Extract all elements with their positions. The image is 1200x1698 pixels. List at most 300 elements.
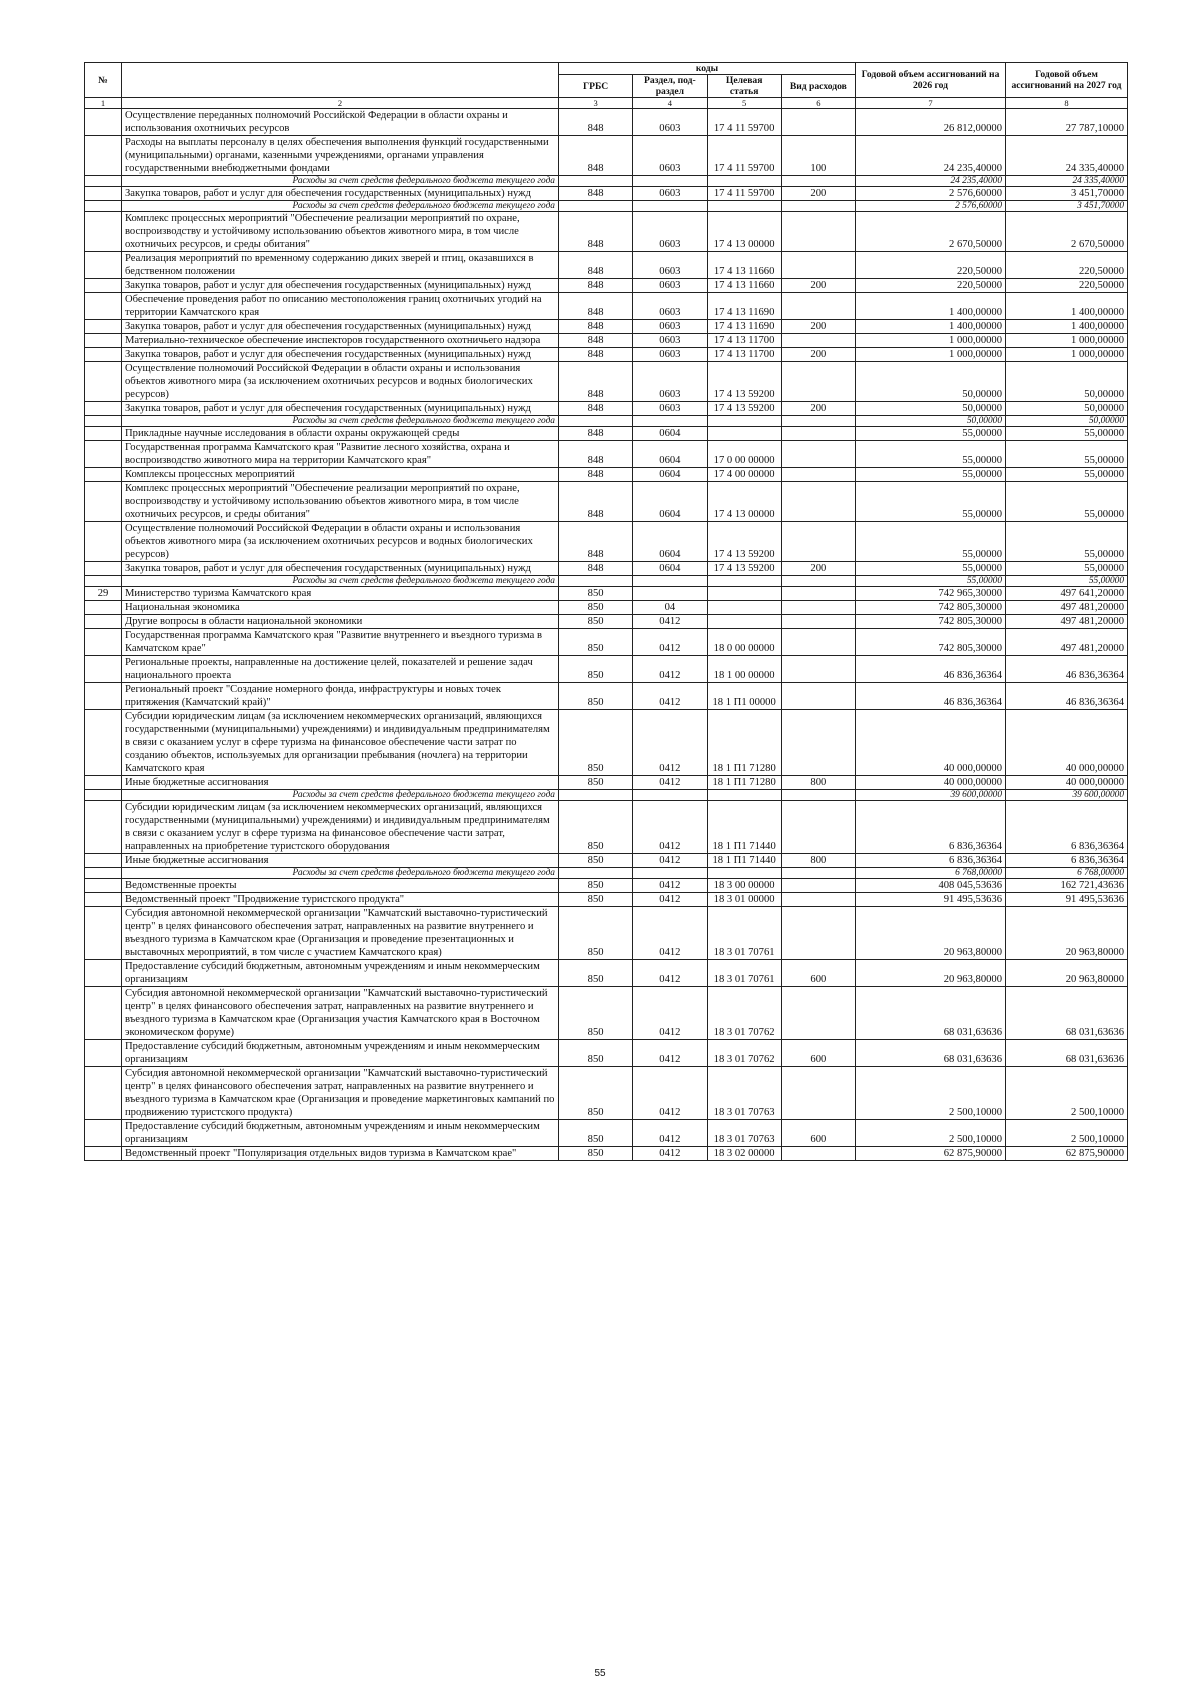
row-exp-type: [781, 334, 855, 348]
row-name: Закупка товаров, работ и услуг для обеспечения государственных (муниципальных) нужд: [122, 348, 559, 362]
federal-funds-row: [85, 176, 1128, 187]
row-target: 18 3 01 70763: [707, 1067, 781, 1120]
table-row: [85, 293, 1128, 320]
row-name: Другие вопросы в области национальной экономики: [122, 615, 559, 629]
row-section: 0603: [633, 212, 707, 252]
table-row: [85, 1067, 1128, 1120]
row-year1: 55,00000: [856, 576, 1006, 587]
row-name: Субсидия автономной некоммерческой организации "Камчатский выставочно-туристический центр" в целях финансового обеспечения затрат, направленных на развитие внутреннего и въездного туризма в Камчатском крае (Организация и проведение маркетинговых кампаний по продвижению туристского продукта): [122, 1067, 559, 1120]
row-number: [85, 656, 122, 683]
row-name: Ведомственные проекты: [122, 879, 559, 893]
row-section: [633, 416, 707, 427]
row-year1: 50,00000: [856, 416, 1006, 427]
row-grbs: 848: [559, 109, 633, 136]
row-exp-type: [781, 176, 855, 187]
row-exp-type: [781, 482, 855, 522]
row-exp-type: [781, 868, 855, 879]
row-section: 0604: [633, 482, 707, 522]
row-section: 0604: [633, 562, 707, 576]
row-year2: 50,00000: [1006, 362, 1128, 402]
table-row: [85, 441, 1128, 468]
row-section: 0604: [633, 522, 707, 562]
row-grbs: 848: [559, 402, 633, 416]
row-number: [85, 629, 122, 656]
row-target: [707, 416, 781, 427]
row-year1: 2 500,10000: [856, 1067, 1006, 1120]
header-year1: Годовой объем ассигнований на 2026 год: [856, 63, 1006, 98]
row-number: [85, 1147, 122, 1161]
row-year1: 2 500,10000: [856, 1120, 1006, 1147]
row-target: 17 4 13 11700: [707, 334, 781, 348]
row-name: Закупка товаров, работ и услуг для обеспечения государственных (муниципальных) нужд: [122, 562, 559, 576]
row-grbs: 850: [559, 1067, 633, 1120]
row-exp-type: 200: [781, 562, 855, 576]
table-row: [85, 522, 1128, 562]
row-number: [85, 109, 122, 136]
row-grbs: 848: [559, 187, 633, 201]
row-year1: 62 875,90000: [856, 1147, 1006, 1161]
row-year1: 742 805,30000: [856, 615, 1006, 629]
row-exp-type: [781, 683, 855, 710]
row-number: [85, 879, 122, 893]
row-grbs: 850: [559, 854, 633, 868]
col-index: 7: [856, 98, 1006, 109]
row-number: [85, 776, 122, 790]
row-target: 18 3 01 70762: [707, 987, 781, 1040]
row-year2: 2 500,10000: [1006, 1120, 1128, 1147]
row-year1: 68 031,63636: [856, 1040, 1006, 1067]
row-name: Расходы за счет средств федерального бюджета текущего года: [122, 576, 559, 587]
header-year2: Годовой объем ассигнований на 2027 год: [1006, 63, 1128, 98]
row-year2: 55,00000: [1006, 576, 1128, 587]
row-exp-type: [781, 801, 855, 854]
row-year2: 497 481,20000: [1006, 615, 1128, 629]
row-grbs: 850: [559, 1147, 633, 1161]
budget-rows: [85, 109, 1128, 1161]
row-year1: 742 965,30000: [856, 587, 1006, 601]
row-section: 0603: [633, 362, 707, 402]
row-name: Региональный проект "Создание номерного фонда, инфраструктуры и новых точек притяжения (Камчатский край)": [122, 683, 559, 710]
row-target: 18 3 01 70763: [707, 1120, 781, 1147]
table-row: [85, 893, 1128, 907]
row-target: [707, 615, 781, 629]
table-row: [85, 587, 1128, 601]
table-row: [85, 683, 1128, 710]
row-grbs: 850: [559, 683, 633, 710]
row-name: Закупка товаров, работ и услуг для обеспечения государственных (муниципальных) нужд: [122, 279, 559, 293]
row-name: Иные бюджетные ассигнования: [122, 776, 559, 790]
row-year1: 91 495,53636: [856, 893, 1006, 907]
row-year2: 46 836,36364: [1006, 656, 1128, 683]
row-year2: 1 400,00000: [1006, 293, 1128, 320]
row-target: 18 1 П1 71280: [707, 776, 781, 790]
row-section: 0604: [633, 468, 707, 482]
row-year2: 497 481,20000: [1006, 601, 1128, 615]
federal-funds-row: [85, 416, 1128, 427]
table-row: [85, 1147, 1128, 1161]
row-grbs: 850: [559, 801, 633, 854]
row-year1: 2 576,60000: [856, 187, 1006, 201]
row-year2: 497 481,20000: [1006, 629, 1128, 656]
row-name: Осуществление полномочий Российской Федерации в области охраны и использования объектов животного мира (за исключением охотничьих ресурсов и водных биологических ресурсов): [122, 522, 559, 562]
row-exp-type: 200: [781, 279, 855, 293]
row-year1: 742 805,30000: [856, 601, 1006, 615]
row-target: 17 4 13 59200: [707, 562, 781, 576]
row-grbs: 848: [559, 427, 633, 441]
row-name: Расходы за счет средств федерального бюджета текущего года: [122, 176, 559, 187]
row-exp-type: [781, 522, 855, 562]
row-name: Министерство туризма Камчатского края: [122, 587, 559, 601]
row-exp-type: [781, 879, 855, 893]
header-exp-type: Вид расходов: [781, 75, 855, 98]
row-year2: 1 000,00000: [1006, 348, 1128, 362]
row-section: 0412: [633, 854, 707, 868]
row-name: Региональные проекты, направленные на достижение целей, показателей и решение задач национального проекта: [122, 656, 559, 683]
row-grbs: 848: [559, 334, 633, 348]
page-number: 55: [594, 1668, 606, 1679]
row-name: Государственная программа Камчатского края "Развитие лесного хозяйства, охрана и воспроизводство животного мира на территории Камчатского края": [122, 441, 559, 468]
row-number: [85, 187, 122, 201]
row-year1: 1 000,00000: [856, 348, 1006, 362]
row-grbs: 850: [559, 1120, 633, 1147]
row-grbs: 848: [559, 468, 633, 482]
row-exp-type: 200: [781, 348, 855, 362]
row-year2: 1 400,00000: [1006, 320, 1128, 334]
row-year1: 6 836,36364: [856, 854, 1006, 868]
row-year1: 6 768,00000: [856, 868, 1006, 879]
table-row: [85, 362, 1128, 402]
row-grbs: 850: [559, 615, 633, 629]
row-name: Расходы за счет средств федерального бюджета текущего года: [122, 201, 559, 212]
row-year2: 20 963,80000: [1006, 907, 1128, 960]
row-target: 18 3 01 70761: [707, 960, 781, 987]
table-row: [85, 854, 1128, 868]
row-year1: 1 400,00000: [856, 320, 1006, 334]
row-name: Предоставление субсидий бюджетным, автономным учреждениям и иным некоммерческим организациям: [122, 1120, 559, 1147]
row-year2: 46 836,36364: [1006, 683, 1128, 710]
col-index: 1: [85, 98, 122, 109]
row-grbs: 850: [559, 879, 633, 893]
row-grbs: [559, 176, 633, 187]
row-section: [633, 790, 707, 801]
row-section: 0604: [633, 427, 707, 441]
row-grbs: 848: [559, 362, 633, 402]
row-number: [85, 576, 122, 587]
row-section: 0603: [633, 252, 707, 279]
row-exp-type: 600: [781, 1040, 855, 1067]
row-year2: 6 836,36364: [1006, 801, 1128, 854]
row-year1: 50,00000: [856, 362, 1006, 402]
row-target: 18 3 02 00000: [707, 1147, 781, 1161]
row-grbs: 850: [559, 960, 633, 987]
row-name: Прикладные научные исследования в области охраны окружающей среды: [122, 427, 559, 441]
row-year2: 40 000,00000: [1006, 710, 1128, 776]
row-grbs: [559, 416, 633, 427]
col-index: 8: [1006, 98, 1128, 109]
row-number: [85, 854, 122, 868]
row-grbs: 850: [559, 587, 633, 601]
col-index: 2: [122, 98, 559, 109]
row-year1: 20 963,80000: [856, 960, 1006, 987]
table-row: [85, 1040, 1128, 1067]
row-target: 18 1 П1 71280: [707, 710, 781, 776]
row-section: 0603: [633, 109, 707, 136]
row-section: 0412: [633, 710, 707, 776]
row-year1: 55,00000: [856, 522, 1006, 562]
table-row: [85, 562, 1128, 576]
row-year1: 55,00000: [856, 427, 1006, 441]
row-section: 0412: [633, 1040, 707, 1067]
row-year1: 220,50000: [856, 252, 1006, 279]
row-number: [85, 334, 122, 348]
row-year2: 497 641,20000: [1006, 587, 1128, 601]
row-exp-type: [781, 629, 855, 656]
row-target: 18 3 01 70761: [707, 907, 781, 960]
row-name: Материально-техническое обеспечение инспекторов государственного охотничьего надзора: [122, 334, 559, 348]
row-target: [707, 587, 781, 601]
federal-funds-row: [85, 201, 1128, 212]
row-target: [707, 176, 781, 187]
row-target: 17 0 00 00000: [707, 441, 781, 468]
row-number: [85, 801, 122, 854]
row-year1: 55,00000: [856, 441, 1006, 468]
row-section: 0412: [633, 656, 707, 683]
row-grbs: 850: [559, 1040, 633, 1067]
row-name: Расходы за счет средств федерального бюджета текущего года: [122, 416, 559, 427]
row-year2: 55,00000: [1006, 427, 1128, 441]
row-year2: 2 500,10000: [1006, 1067, 1128, 1120]
row-number: [85, 482, 122, 522]
header-target: Целевая статья: [707, 75, 781, 98]
row-exp-type: 200: [781, 187, 855, 201]
row-number: [85, 402, 122, 416]
row-target: 18 3 01 00000: [707, 893, 781, 907]
row-exp-type: 800: [781, 854, 855, 868]
row-grbs: 850: [559, 601, 633, 615]
row-name: Предоставление субсидий бюджетным, автономным учреждениям и иным некоммерческим организациям: [122, 1040, 559, 1067]
row-section: [633, 868, 707, 879]
row-number: [85, 441, 122, 468]
row-exp-type: [781, 790, 855, 801]
row-year2: 1 000,00000: [1006, 334, 1128, 348]
row-number: [85, 279, 122, 293]
table-row: [85, 987, 1128, 1040]
row-number: [85, 212, 122, 252]
row-section: [633, 176, 707, 187]
row-grbs: 848: [559, 482, 633, 522]
row-year1: 2 576,60000: [856, 201, 1006, 212]
table-row: [85, 907, 1128, 960]
row-target: [707, 868, 781, 879]
table-row: [85, 320, 1128, 334]
row-year1: 39 600,00000: [856, 790, 1006, 801]
row-target: 17 4 00 00000: [707, 468, 781, 482]
row-name: Субсидии юридическим лицам (за исключением некоммерческих организаций, являющихся государственными (муниципальными) учреждениями) и индивидуальным предпринимателям в связи с оказанием услуг в сфере туризма на финансовое обеспечение части затрат по созданию объектов, используемых для организации пребывания (ночлега) на территории Камчатского края: [122, 710, 559, 776]
row-exp-type: [781, 441, 855, 468]
row-year2: 50,00000: [1006, 416, 1128, 427]
row-number: [85, 348, 122, 362]
row-year2: 6 836,36364: [1006, 854, 1128, 868]
row-name: Национальная экономика: [122, 601, 559, 615]
header-num: №: [85, 63, 122, 98]
row-year2: 27 787,10000: [1006, 109, 1128, 136]
row-grbs: [559, 790, 633, 801]
row-name: Расходы за счет средств федерального бюджета текущего года: [122, 790, 559, 801]
row-target: 17 4 11 59700: [707, 187, 781, 201]
budget-sheet: [84, 62, 1128, 1161]
row-grbs: [559, 201, 633, 212]
table-row: [85, 656, 1128, 683]
budget-table: [84, 62, 1128, 1161]
table-row: [85, 468, 1128, 482]
row-name: Субсидии юридическим лицам (за исключением некоммерческих организаций, являющихся государственными (муниципальными) учреждениями) и индивидуальным предпринимателям в связи с оказанием услуг в сфере туризма на финансовое обеспечение части затрат, направленных на приобретение туристского оборудования: [122, 801, 559, 854]
header-index-row: [85, 98, 1128, 109]
row-name: Ведомственный проект "Продвижение туристского продукта": [122, 893, 559, 907]
row-year1: 220,50000: [856, 279, 1006, 293]
row-name: Предоставление субсидий бюджетным, автономным учреждениям и иным некоммерческим организациям: [122, 960, 559, 987]
row-number: [85, 1040, 122, 1067]
row-grbs: 848: [559, 252, 633, 279]
table-row: [85, 710, 1128, 776]
row-grbs: 848: [559, 348, 633, 362]
table-row: [85, 348, 1128, 362]
row-number: [85, 522, 122, 562]
row-section: 0603: [633, 320, 707, 334]
row-section: 0412: [633, 629, 707, 656]
row-year2: 39 600,00000: [1006, 790, 1128, 801]
row-year1: 26 812,00000: [856, 109, 1006, 136]
row-year2: 62 875,90000: [1006, 1147, 1128, 1161]
table-row: [85, 776, 1128, 790]
row-section: [633, 576, 707, 587]
row-exp-type: [781, 987, 855, 1040]
row-target: 17 4 13 11660: [707, 279, 781, 293]
table-row: [85, 109, 1128, 136]
row-section: 04: [633, 601, 707, 615]
row-grbs: 850: [559, 776, 633, 790]
row-target: 18 3 01 70762: [707, 1040, 781, 1067]
row-target: 17 4 13 11700: [707, 348, 781, 362]
row-number: [85, 293, 122, 320]
federal-funds-row: [85, 868, 1128, 879]
row-year1: 1 000,00000: [856, 334, 1006, 348]
row-year1: 24 235,40000: [856, 176, 1006, 187]
row-exp-type: 100: [781, 136, 855, 176]
row-name: Субсидия автономной некоммерческой организации "Камчатский выставочно-туристический центр" в целях финансового обеспечения затрат, направленных на развитие внутреннего и въездного туризма в Камчатском крае (Организация участия Камчатского края в Восточном экономическом форуме): [122, 987, 559, 1040]
row-year2: 24 335,40000: [1006, 176, 1128, 187]
row-year1: 55,00000: [856, 562, 1006, 576]
row-exp-type: 600: [781, 960, 855, 987]
row-section: 0412: [633, 801, 707, 854]
row-grbs: 850: [559, 710, 633, 776]
row-number: [85, 907, 122, 960]
table-row: [85, 427, 1128, 441]
row-year2: 220,50000: [1006, 279, 1128, 293]
row-number: [85, 468, 122, 482]
row-number: [85, 562, 122, 576]
row-name: Закупка товаров, работ и услуг для обеспечения государственных (муниципальных) нужд: [122, 402, 559, 416]
row-target: 17 4 13 59200: [707, 402, 781, 416]
table-row: [85, 279, 1128, 293]
row-target: [707, 576, 781, 587]
row-year1: 68 031,63636: [856, 987, 1006, 1040]
row-year2: 24 335,40000: [1006, 136, 1128, 176]
row-target: 18 0 00 00000: [707, 629, 781, 656]
table-row: [85, 629, 1128, 656]
table-row: [85, 1120, 1128, 1147]
row-target: 17 4 13 59200: [707, 522, 781, 562]
row-exp-type: [781, 201, 855, 212]
row-exp-type: [781, 416, 855, 427]
row-year2: 55,00000: [1006, 468, 1128, 482]
row-name: Комплекс процессных мероприятий "Обеспечение реализации мероприятий по охране, воспроизводству и устойчивому использованию объектов животного мира, в том числе охотничьих ресурсов, и среды обитания": [122, 482, 559, 522]
row-year1: 50,00000: [856, 402, 1006, 416]
row-exp-type: [781, 601, 855, 615]
row-year2: 6 768,00000: [1006, 868, 1128, 879]
row-year2: 55,00000: [1006, 522, 1128, 562]
row-target: 17 4 13 00000: [707, 212, 781, 252]
row-year2: 3 451,70000: [1006, 187, 1128, 201]
row-section: 0603: [633, 187, 707, 201]
row-section: 0604: [633, 441, 707, 468]
row-year2: 91 495,53636: [1006, 893, 1128, 907]
table-row: [85, 879, 1128, 893]
row-year2: 68 031,63636: [1006, 1040, 1128, 1067]
row-year2: 20 963,80000: [1006, 960, 1128, 987]
row-section: [633, 201, 707, 212]
federal-funds-row: [85, 790, 1128, 801]
row-name: Осуществление полномочий Российской Федерации в области охраны и использования объектов животного мира (за исключением охотничьих ресурсов и водных биологических ресурсов): [122, 362, 559, 402]
table-row: [85, 252, 1128, 279]
row-exp-type: [781, 893, 855, 907]
row-exp-type: [781, 362, 855, 402]
row-grbs: 848: [559, 293, 633, 320]
row-section: 0412: [633, 1067, 707, 1120]
row-exp-type: [781, 468, 855, 482]
row-target: 17 4 13 00000: [707, 482, 781, 522]
table-row: [85, 187, 1128, 201]
row-target: 17 4 13 11660: [707, 252, 781, 279]
row-name: Закупка товаров, работ и услуг для обеспечения государственных (муниципальных) нужд: [122, 320, 559, 334]
row-target: [707, 427, 781, 441]
row-section: 0412: [633, 907, 707, 960]
row-year1: 6 836,36364: [856, 801, 1006, 854]
row-grbs: [559, 576, 633, 587]
table-row: [85, 334, 1128, 348]
row-exp-type: 200: [781, 402, 855, 416]
row-name: Осуществление переданных полномочий Российской Федерации в области охраны и использования охотничьих ресурсов: [122, 109, 559, 136]
row-exp-type: [781, 1067, 855, 1120]
row-year2: 50,00000: [1006, 402, 1128, 416]
row-year1: 742 805,30000: [856, 629, 1006, 656]
row-section: 0412: [633, 776, 707, 790]
row-target: 17 4 11 59700: [707, 109, 781, 136]
row-exp-type: [781, 212, 855, 252]
row-year1: 24 235,40000: [856, 136, 1006, 176]
row-section: 0412: [633, 879, 707, 893]
row-target: 17 4 13 11690: [707, 293, 781, 320]
row-year1: 40 000,00000: [856, 776, 1006, 790]
row-number: [85, 868, 122, 879]
table-row: [85, 801, 1128, 854]
row-year1: 46 836,36364: [856, 683, 1006, 710]
table-row: [85, 960, 1128, 987]
row-target: 18 1 П1 00000: [707, 683, 781, 710]
row-number: [85, 1067, 122, 1120]
header-grbs: ГРБС: [559, 75, 633, 98]
row-name: Расходы за счет средств федерального бюджета текущего года: [122, 868, 559, 879]
row-year2: 3 451,70000: [1006, 201, 1128, 212]
